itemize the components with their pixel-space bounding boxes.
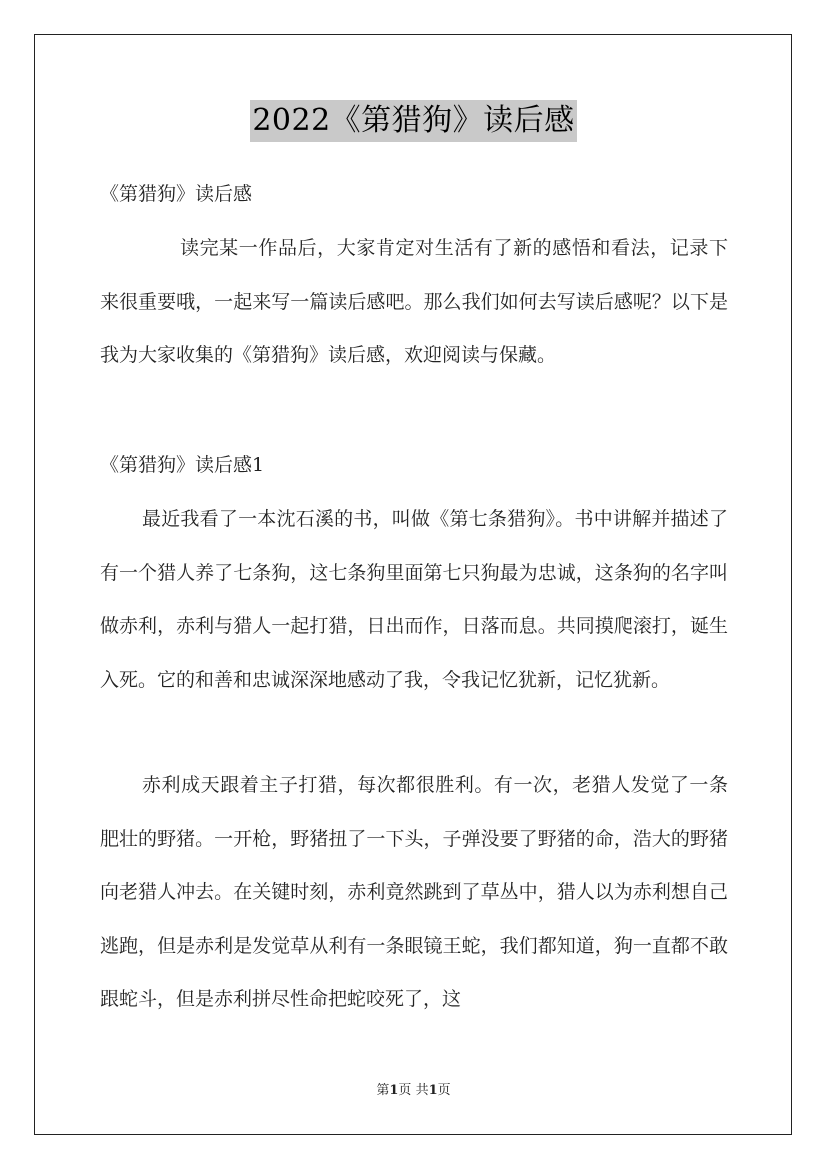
- page-suffix: 页: [398, 1083, 412, 1098]
- page-footer: [0, 1082, 827, 1100]
- body-paragraph-2: 赤利成天跟着主子打猎，每次都很胜利。有一次，老猎人发觉了一条肥壮的野猪。一开枪，野猪扭了一下头，子弹没要了野猪的命，浩大的野猪向老猎人冲去。在关键时刻，赤利竟然跳到了草丛中，猎人以为赤利想自己逃跑，但是赤利是发觉草从利有一条眼镜王蛇，我们都知道，狗一直都不敢跟蛇斗，但是赤利拼尽性命把蛇咬死了，这: [100, 774, 728, 1010]
- total-pages: 1: [428, 1083, 438, 1098]
- total-suffix: 页: [437, 1083, 451, 1098]
- document-title: 2022《第猎狗》读后感: [250, 100, 576, 142]
- total-prefix: 共: [415, 1083, 429, 1098]
- document-subtitle: 《第猎狗》读后感: [100, 183, 253, 205]
- title-container: [0, 100, 827, 142]
- body-paragraph-1: 最近我看了一本沈石溪的书，叫做《第七条猎狗》。书中讲解并描述了有一个猎人养了七条狗，这七条狗里面第七只狗最为忠诚，这条狗的名字叫做赤利，赤利与猎人一起打猎，日出而作，日落而息。共同摸爬滚打，诞生入死。它的和善和忠诚深深地感动了我，令我记忆犹新，记忆犹新。: [100, 508, 728, 691]
- section-heading: 《第猎狗》读后感1: [100, 454, 265, 476]
- page-number: 1: [389, 1083, 399, 1098]
- intro-paragraph: 读完某一作品后，大家肯定对生活有了新的感悟和看法，记录下来很重要哦，一起来写一篇读后感吧。那么我们如何去写读后感呢？以下是我为大家收集的《第猎狗》读后感，欢迎阅读与保藏。: [100, 237, 728, 366]
- page-prefix: 第: [376, 1083, 390, 1098]
